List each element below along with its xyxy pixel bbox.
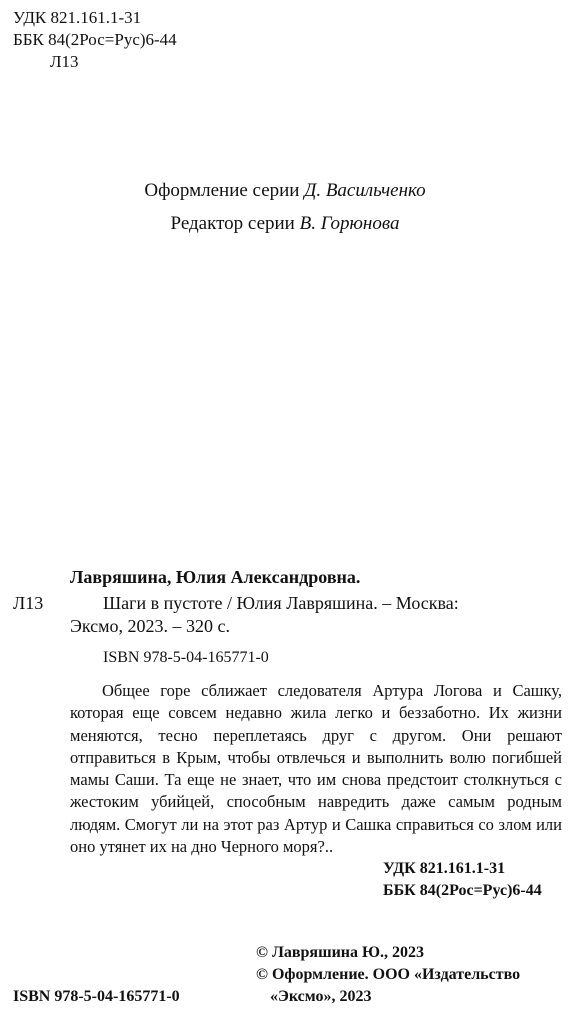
copyright-author: © Лавряшина Ю., 2023 <box>256 944 425 961</box>
series-design-name: Д. Васильченко <box>304 180 426 201</box>
series-editor-name: В. Горюнова <box>299 213 400 234</box>
isbn-entry: ISBN 978-5-04-165771-0 <box>103 649 269 666</box>
copyright-design-line-1: © Оформление. ООО «Издательство <box>256 966 521 983</box>
title-line-1: Шаги в пустоте / Юлия Лавряшина. – Москва: <box>103 593 459 613</box>
series-editor-label: Редактор серии <box>170 213 295 234</box>
isbn-bottom: ISBN 978-5-04-165771-0 <box>13 988 180 1005</box>
udk-code-top: УДК 821.161.1-31 <box>13 8 142 27</box>
series-editor-credit <box>0 213 570 235</box>
author-mark-top: Л13 <box>50 52 79 71</box>
copyright-design-line-2: «Эксмо», 2023 <box>270 988 372 1005</box>
series-design-credit <box>0 180 570 202</box>
bbk-code-bottom: ББК 84(2Рос=Рус)6-44 <box>383 882 542 899</box>
author-heading: Лавряшина, Юлия Александровна. <box>70 567 361 587</box>
annotation-text: Общее горе сближает следователя Артура Логова и Сашку, которая еще совсем недавно жила легко и беззаботно. Их жизни меняются, тесно переплетаясь друг с другом. Они решают отправиться в Крым, чтобы отвлечься и выполнить волю погибшей мамы Саши. Та еще не знает, что им снова предстоит столкнуться с жестоким убийцей, способным навредить даже самым родным людям. Смогут ли на этот раз Артур и Сашка справиться со злом или оно утянет их на дно Черного моря?.. <box>70 681 562 857</box>
title-line-2: Эксмо, 2023. – 320 с. <box>70 616 231 636</box>
udk-code-bottom: УДК 821.161.1-31 <box>383 860 506 877</box>
series-design-label: Оформление серии <box>144 180 300 201</box>
bbk-code-top: ББК 84(2Рос=Рус)6-44 <box>13 30 177 49</box>
author-mark-entry: Л13 <box>13 593 44 613</box>
